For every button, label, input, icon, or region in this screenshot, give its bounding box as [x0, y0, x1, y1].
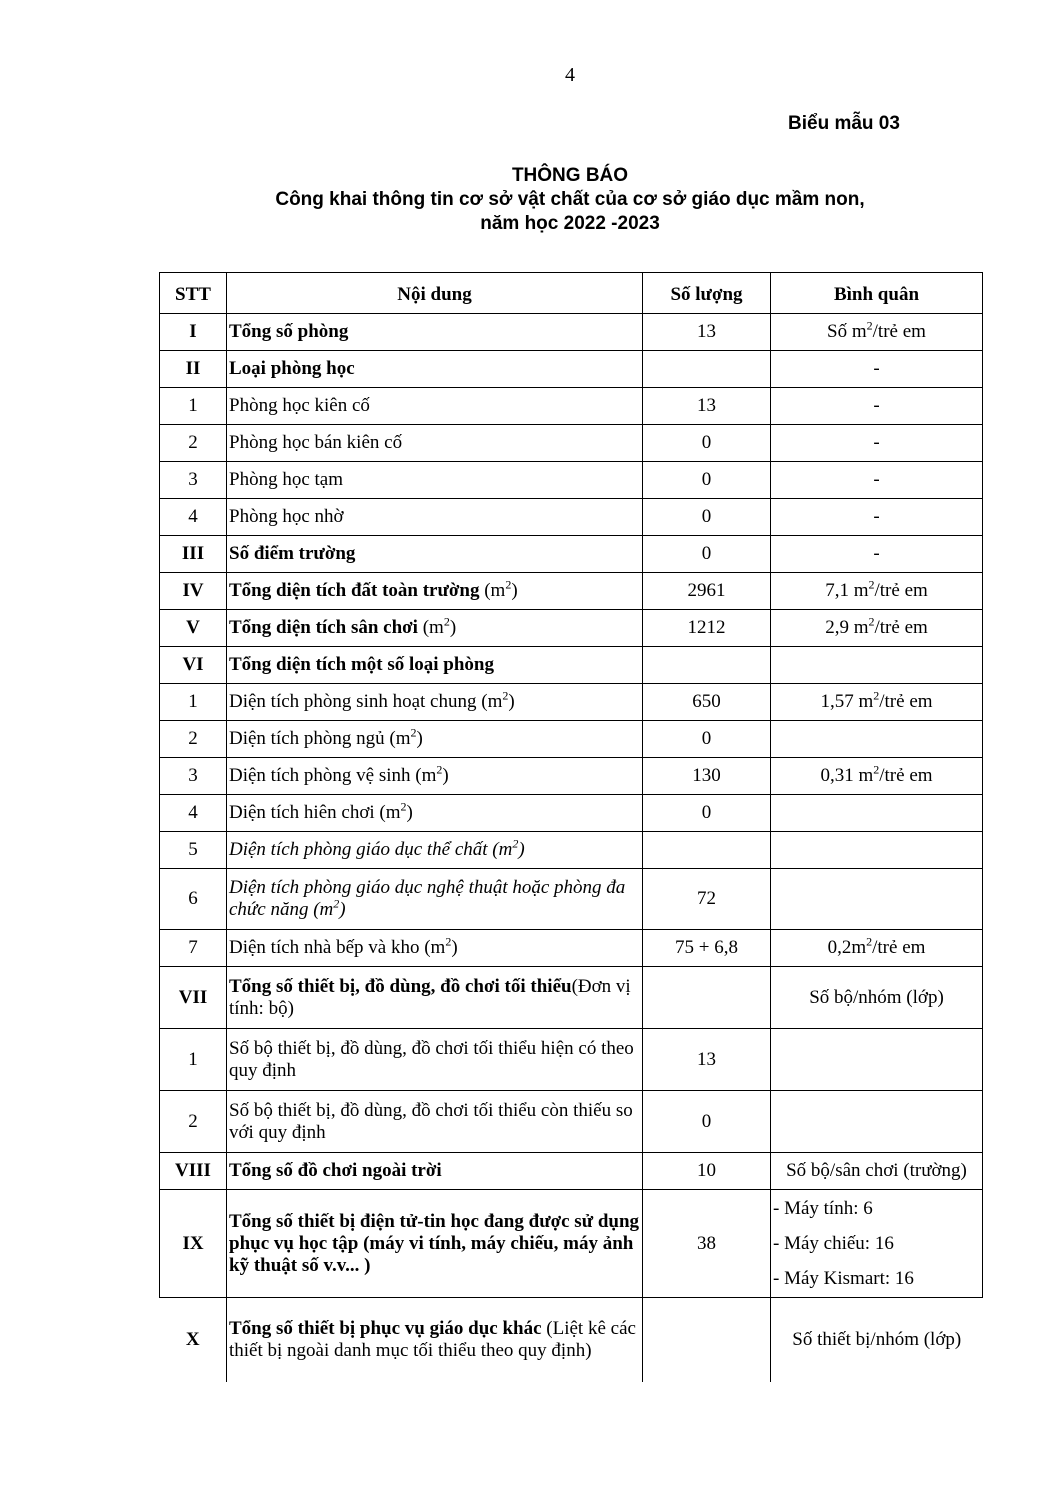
- table-row: [160, 1029, 983, 1091]
- row-average: [771, 1190, 983, 1298]
- row-stt: II: [160, 351, 227, 388]
- row-stt: IV: [160, 573, 227, 610]
- table-row: [160, 721, 983, 758]
- row-quantity: 2961: [643, 573, 771, 610]
- row-quantity: 0: [643, 795, 771, 832]
- row-quantity: 1212: [643, 610, 771, 647]
- device-list-item: - Máy Kismart: 16: [773, 1268, 914, 1289]
- row-stt: X: [160, 1298, 227, 1382]
- row-content: Tổng số phòng: [227, 314, 643, 351]
- row-quantity: 13: [643, 314, 771, 351]
- row-quantity: 0: [643, 1091, 771, 1153]
- table-row: [160, 573, 983, 610]
- table-row: [160, 795, 983, 832]
- row-content: Tổng diện tích đất toàn trường $(m^2)$: [227, 573, 643, 610]
- row-stt: 7: [160, 930, 227, 967]
- row-average: [771, 1091, 983, 1153]
- row-quantity: 72: [643, 869, 771, 930]
- row-average: [771, 832, 983, 869]
- row-quantity: 0: [643, 536, 771, 573]
- table-row: [160, 388, 983, 425]
- row-content: Diện tích phòng sinh hoạt chung $(m^2)$: [227, 684, 643, 721]
- row-stt: 2: [160, 425, 227, 462]
- document-subtitle-line2: năm học 2022 -2023: [480, 213, 660, 234]
- row-content: Tổng số thiết bị điện tử-tin học đang được sử dụng phục vụ học tập (máy vi tính, máy chiếu, máy ảnh kỹ thuật số v.v... ): [227, 1190, 643, 1298]
- row-quantity: [643, 967, 771, 1029]
- row-quantity: [643, 351, 771, 388]
- header-quantity: Số lượng: [643, 273, 771, 314]
- table-row: [160, 1190, 983, 1298]
- table-row: [160, 869, 983, 930]
- document-heading: [0, 164, 1061, 236]
- row-stt: 2: [160, 721, 227, 758]
- row-content: Diện tích phòng giáo dục nghệ thuật hoặc phòng đa chức năng $(m^2)$: [227, 869, 643, 930]
- table-row: [160, 351, 983, 388]
- row-average: Số thiết bị/nhóm (lớp): [771, 1298, 983, 1382]
- row-content: Loại phòng học: [227, 351, 643, 388]
- row-stt: 1: [160, 684, 227, 721]
- row-stt: 5: [160, 832, 227, 869]
- table-row: [160, 930, 983, 967]
- row-quantity: 10: [643, 1153, 771, 1190]
- row-average: [771, 869, 983, 930]
- row-stt: 6: [160, 869, 227, 930]
- row-stt: VI: [160, 647, 227, 684]
- row-average: -: [771, 425, 983, 462]
- row-content: Số điểm trường: [227, 536, 643, 573]
- row-stt: IX: [160, 1190, 227, 1298]
- form-label: Biểu mẫu 03: [788, 113, 900, 134]
- row-average: 2,9 $m^2$/trẻ em: [771, 610, 983, 647]
- row-quantity: 650: [643, 684, 771, 721]
- device-list-item: - Máy tính: 6: [773, 1198, 873, 1219]
- row-quantity: 75 + 6,8: [643, 930, 771, 967]
- row-content: Diện tích hiên chơi $(m^2)$: [227, 795, 643, 832]
- row-stt: 2: [160, 1091, 227, 1153]
- row-stt: 3: [160, 758, 227, 795]
- row-content: Diện tích phòng giáo dục thể chất $(m^2)$: [227, 832, 643, 869]
- row-stt: 4: [160, 499, 227, 536]
- page-number: 4: [565, 64, 575, 86]
- row-quantity: [643, 832, 771, 869]
- row-stt: 1: [160, 1029, 227, 1091]
- row-average: -: [771, 462, 983, 499]
- row-quantity: [643, 1298, 771, 1382]
- row-content: Phòng học nhờ: [227, 499, 643, 536]
- row-content: Số bộ thiết bị, đồ dùng, đồ chơi tối thiểu còn thiếu so với quy định: [227, 1091, 643, 1153]
- row-stt: 1: [160, 388, 227, 425]
- header-content: Nội dung: [227, 273, 643, 314]
- table-row: [160, 1153, 983, 1190]
- table-row: [160, 610, 983, 647]
- row-average: [771, 1029, 983, 1091]
- row-stt: I: [160, 314, 227, 351]
- row-stt: 4: [160, 795, 227, 832]
- row-quantity: 130: [643, 758, 771, 795]
- table-row: [160, 832, 983, 869]
- row-average: 7,1 $m^2$/trẻ em: [771, 573, 983, 610]
- row-average: 1,57 $m^2$/trẻ em: [771, 684, 983, 721]
- row-quantity: 0: [643, 462, 771, 499]
- row-quantity: 0: [643, 499, 771, 536]
- table-row: [160, 647, 983, 684]
- row-quantity: 0: [643, 721, 771, 758]
- row-stt: 3: [160, 462, 227, 499]
- facility-table: [159, 272, 983, 1382]
- row-content: Tổng số đồ chơi ngoài trời: [227, 1153, 643, 1190]
- row-average: [771, 647, 983, 684]
- row-content: Phòng học kiên cố: [227, 388, 643, 425]
- row-average: $0,2m^2$/trẻ em: [771, 930, 983, 967]
- table-row: [160, 1091, 983, 1153]
- document-title: THÔNG BÁO: [511, 165, 629, 186]
- table-row: [160, 499, 983, 536]
- table-header-row: [160, 273, 983, 314]
- table-row: [160, 1298, 983, 1382]
- row-quantity: 0: [643, 425, 771, 462]
- table-row: [160, 758, 983, 795]
- table-row: [160, 967, 983, 1029]
- row-average: Số bộ/nhóm (lớp): [771, 967, 983, 1029]
- table-row: [160, 684, 983, 721]
- row-stt: V: [160, 610, 227, 647]
- row-content: Tổng diện tích một số loại phòng: [227, 647, 643, 684]
- row-average: -: [771, 536, 983, 573]
- row-average: 0,31 $m^2$/trẻ em: [771, 758, 983, 795]
- row-average: Số $m^2$/trẻ em: [771, 314, 983, 351]
- row-content: Phòng học bán kiên cố: [227, 425, 643, 462]
- row-content: Diện tích phòng vệ $\sinh (m^2)$: [227, 758, 643, 795]
- row-content: Số bộ thiết bị, đồ dùng, đồ chơi tối thiểu hiện có theo quy định: [227, 1029, 643, 1091]
- row-stt: III: [160, 536, 227, 573]
- row-content: Phòng học tạm: [227, 462, 643, 499]
- table-row: [160, 425, 983, 462]
- row-average: -: [771, 388, 983, 425]
- row-quantity: [643, 647, 771, 684]
- document-subtitle-line1: Công khai thông tin cơ sở vật chất của cơ sở giáo dục mầm non,: [275, 189, 865, 210]
- row-average: [771, 721, 983, 758]
- row-quantity: 13: [643, 1029, 771, 1091]
- device-list-item: - Máy chiếu: 16: [773, 1233, 894, 1254]
- row-content: Diện tích nhà bếp và kho $(m^2)$: [227, 930, 643, 967]
- table-row: [160, 462, 983, 499]
- row-content: Tổng diện tích sân chơi $(m^2)$: [227, 610, 643, 647]
- row-average: Số bộ/sân chơi (trường): [771, 1153, 983, 1190]
- row-content: Diện tích phòng ngủ $(m^2)$: [227, 721, 643, 758]
- header-stt: STT: [160, 273, 227, 314]
- table-row: [160, 536, 983, 573]
- row-average: -: [771, 351, 983, 388]
- row-average: -: [771, 499, 983, 536]
- row-content: Tổng số thiết bị, đồ dùng, đồ chơi tối thiểu(Đơn vị tính: bộ): [227, 967, 643, 1029]
- header-average: Bình quân: [771, 273, 983, 314]
- row-quantity: 38: [643, 1190, 771, 1298]
- row-content: Tổng số thiết bị phục vụ giáo dục khác (Liệt kê các thiết bị ngoài danh mục tối thiểu theo quy định): [227, 1298, 643, 1382]
- row-quantity: 13: [643, 388, 771, 425]
- row-stt: VII: [160, 967, 227, 1029]
- table-row: [160, 314, 983, 351]
- row-stt: VIII: [160, 1153, 227, 1190]
- row-average: [771, 795, 983, 832]
